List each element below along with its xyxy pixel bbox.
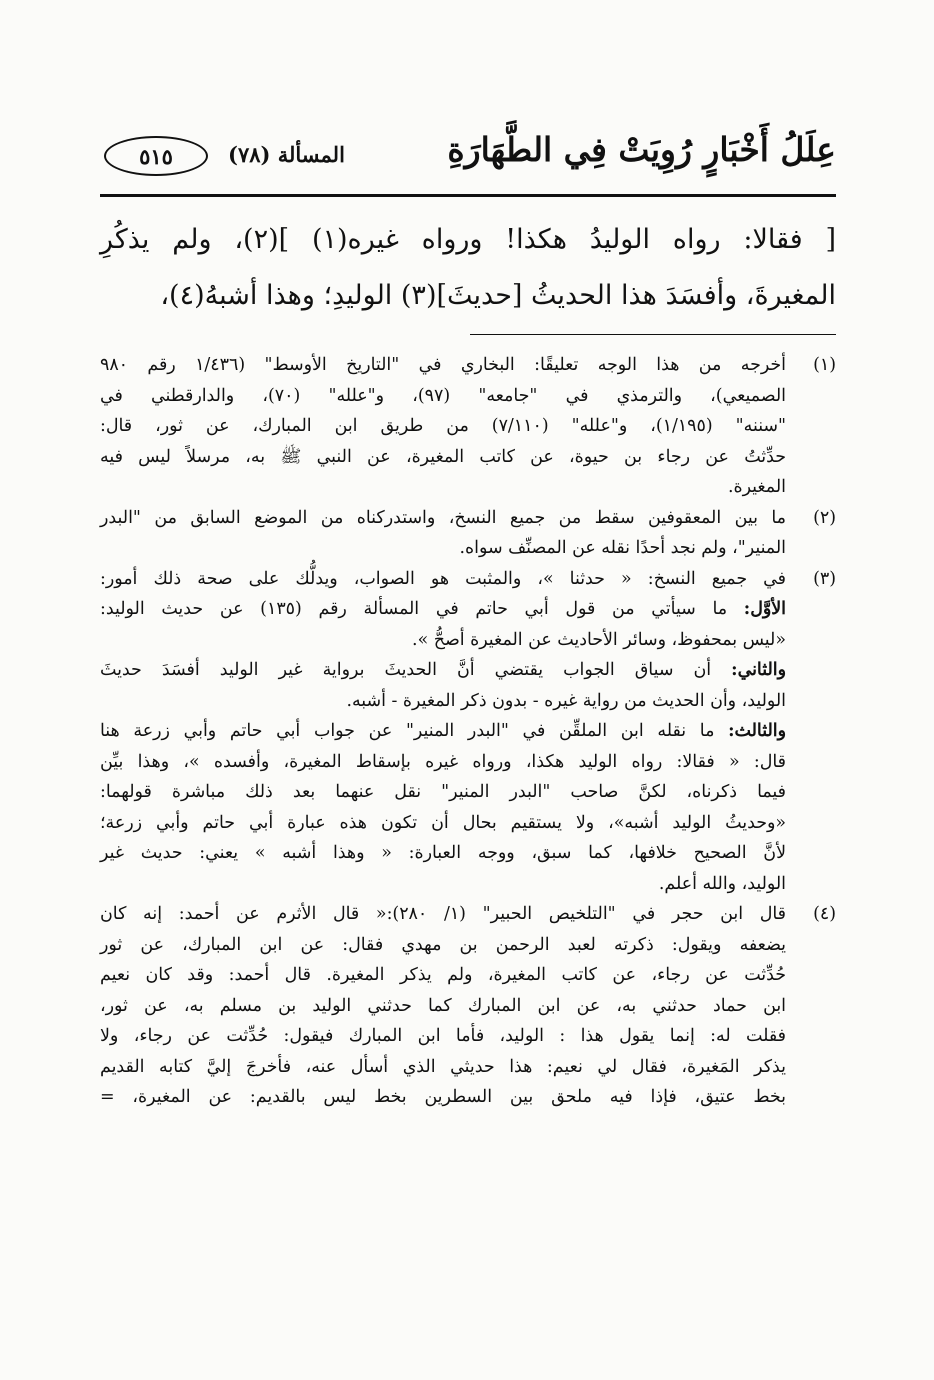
footnote-line: فقلت له: إنما يقول هذا : الوليد، فأما ابن المبارك فيقول: حُدِّثت عن رجاء، ولا <box>100 1026 786 1046</box>
book-title: عِلَلُ أَخْبَارٍ رُوِيَتْ فِي الطَّهَارَةِ <box>447 130 836 169</box>
main-line-2: المغيرةَ، وأفسَدَ هذا الحديثُ [حديثَ](٣) الوليدِ؛ وهذا أشبهُ(٤)، <box>160 280 836 311</box>
footnote-line: أخرجه من هذا الوجه تعليقًا: البخاري في "التاريخ الأوسط" (١/٤٣٦ رقم ٩٨٠ <box>100 355 786 375</box>
footnote-line: ما بين المعقوفين سقط من جميع النسخ، واستدركناه من الموضع السابق من "البدر <box>100 507 786 528</box>
footnote-line: المنير"، ولم نجد أحدًا نقله عن المصنِّف سواه. <box>459 538 786 558</box>
footnotes <box>100 350 836 1113</box>
footnote-line: والثالث: ما نقله ابن الملقِّن في "البدر المنير" عن جواب أبي حاتم وأبي زرعة هنا <box>100 721 786 741</box>
footnote-line: حدِّثتُ عن رجاء بن حيوة، عن كاتب المغيرة، عن النبي ﷺ به، مرسلاً ليس فيه <box>100 446 786 467</box>
footnote-2 <box>100 503 836 564</box>
footnote-line: الأوَّل: ما سيأتي من قول أبي حاتم في المسألة رقم (١٣٥) عن حديث الوليد: <box>100 599 786 619</box>
issue-label: المسألة (٧٨) <box>228 142 345 167</box>
footnote-line: الصميعي)، والترمذي في "جامعه" (٩٧)، و"علله" (٧٠)، والدارقطني في <box>100 385 786 406</box>
footnote-line: قال ابن حجر في "التلخيص الحبير" (١/ ٢٨٠):« قال الأثرم عن أحمد: إنه كان <box>100 904 786 924</box>
footnote-1 <box>100 350 836 503</box>
page-number-text: ٥١٥ <box>139 143 173 169</box>
footnote-line: قال: « فقالا: رواه الوليد هكذا، ورواه غيره بإسقاط المغيرة، وأفسده »، وهذا بيِّن <box>100 751 786 772</box>
footnote-number: (٢) <box>813 507 836 528</box>
footnote-4 <box>100 899 836 1113</box>
footnote-line: يذكر المَغيرة، فقال لي نعيم: هذا حديثي الذي أسأل عنه، فأخرجَ إليَّ كتابه القديم <box>100 1056 786 1077</box>
header-rule <box>100 194 836 197</box>
footnote-line: «وحديثُ الوليد أشبه»، ولا يستقيم بحال أن تكون هذه عبارة أبي حاتم وأبي زرعة؛ <box>100 812 786 833</box>
footnote-line: «ليس بمحفوظ، وسائر الأحاديث عن المغيرة أصحُّ ». <box>412 629 786 650</box>
footnote-number: (٣) <box>813 568 836 589</box>
footnote-line: والثاني: أن سياق الجواب يقتضي أنَّ الحديثَ برواية غير الوليد أفسَدَ حديثَ <box>100 660 786 680</box>
footnote-line: المغيرة. <box>727 477 786 497</box>
main-text <box>100 212 836 324</box>
footnote-line: بخط عتيق، فإذا فيه ملحق بين السطرين بخط ليس بالقديم: عن المغيرة، = <box>100 1087 786 1107</box>
page-header <box>100 128 836 188</box>
footnote-line: الوليد، وأن الحديث من رواية غيره - بدون ذكر المغيرة - أشبه. <box>346 690 786 711</box>
footnote-number: (١) <box>813 355 836 375</box>
footnote-line: ابن حماد حدثني به، عن ابن المبارك كما حدثني الوليد بن مسلم به، عن ثور، <box>100 995 786 1016</box>
footnote-line: فيما ذكرناه، لكنَّ صاحب "البدر المنير" نقل عنهما بعد ذلك مباشرة قولهما: <box>100 782 786 802</box>
footnote-separator <box>470 334 836 335</box>
footnote-line: لأنَّ الصحيح خلافها، كما سبق، ووجه العبارة: « وهذا أشبه » يعني: حديث غير <box>100 843 786 863</box>
footnote-line: الوليد، والله أعلم. <box>658 873 786 894</box>
footnote-line: "سننه" (١/١٩٥)، و"علله" (٧/١١٠) من طريق ابن المبارك، عن ثور، قال: <box>100 416 787 436</box>
page-number <box>104 136 208 176</box>
footnote-lead-word: الأوَّل: <box>743 599 786 619</box>
footnote-number: (٤) <box>813 904 836 924</box>
footnote-line: حُدِّثت عن رجاء، عن كاتب المغيرة، ولم يذكر المغيرة. قال أحمد: وقد كان نعيم <box>100 965 786 985</box>
footnote-line: يضعفه ويقول: ذكرته لعبد الرحمن بن مهدي فقال: عن ابن المبارك، عن ثور <box>100 934 786 955</box>
footnote-line: في جميع النسخ: « حدثنا »، والمثبت هو الصواب، ويدلُّك على صحة ذلك أمور: <box>100 568 786 589</box>
main-line-1: [ فقالا: رواه الوليدُ هكذا! ورواه غيره(١) ](٢)، ولم يذكُرِ <box>100 224 836 255</box>
footnote-3 <box>100 564 836 900</box>
footnote-lead-word: والثاني: <box>731 660 786 680</box>
footnote-lead-word: والثالث: <box>728 721 786 741</box>
